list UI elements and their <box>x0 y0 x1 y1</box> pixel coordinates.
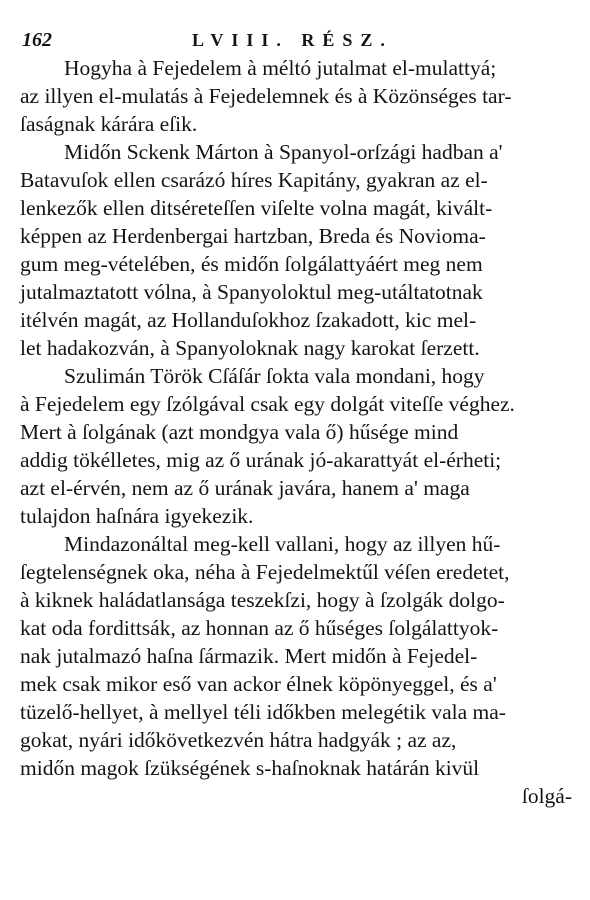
text-line: ſaságnak kárára eſik. <box>20 112 198 136</box>
text-line: Szulimán Török Cſáſár ſokta vala mondani, hogy <box>64 364 485 388</box>
text-line: azt el-érvén, nem az ő urának javára, hanem a' maga <box>20 476 470 500</box>
text-line: Mindazonáltal meg-kell vallani, hogy az illyen hű- <box>64 532 501 556</box>
text-line: addig tökélletes, mig az ő urának jó-akarattyát el-érheti; <box>20 448 502 472</box>
text-line: mek csak mikor eső van ackor élnek köpönyeggel, és a' <box>20 672 497 696</box>
text-line: gokat, nyári időkövetkezvén hátra hadgyák ; az az, <box>20 728 457 752</box>
text-line: képpen az Herdenbergai hartzban, Breda és Noviomа- <box>20 224 486 248</box>
text-line: tüzelő-hellyet, à mellyel téli időkben melegétik vala ma- <box>20 700 506 724</box>
text-line: à Fejedelem egy ſzólgával csak egy dolgát viteſſe véghez. <box>20 392 515 416</box>
text-line: Batavuſok ellen csarázó híres Kapitány, gyakran az el- <box>20 168 488 192</box>
text-line: à kiknek haládatlansága teszekſzi, hogy à ſzolgák dolgo- <box>20 588 505 612</box>
text-line: kat oda fordittsák, az honnan az ő hűséges ſolgálattyok- <box>20 616 499 640</box>
text-line: Mert à ſolgának (azt mondgya vala ő) hűsége mind <box>20 420 459 444</box>
text-line: let hadakozván, à Spanyoloknak nagy karokat ſerzett. <box>20 336 480 360</box>
text-line: jutalmaztatott vólna, à Spanyoloktul meg-utáltatotnak <box>20 280 483 304</box>
text-line: az illyen el-mulatás à Fejedelemnek és à Közönséges tar- <box>20 84 512 108</box>
text-line: nak jutalmazó haſna ſármazik. Mert midőn à Fejedel- <box>20 644 478 668</box>
page-number: 162 <box>22 28 52 51</box>
running-title: LVIII. RÉSZ. <box>192 29 393 50</box>
text-line: lenkezők ellen ditséreteſſen viſelte volna magát, kivált- <box>20 196 493 220</box>
page-body <box>20 54 580 810</box>
text-line: itélvén magát, az Hollanduſokhoz ſzakadott, kic mel- <box>20 308 477 332</box>
text-line: gum meg-vételében, és midőn ſolgálattyáért meg nem <box>20 252 483 276</box>
text-line: Hogyha à Fejedelem à méltó jutalmat el-mulattyá; <box>64 56 497 80</box>
catchword: ſolgá- <box>521 784 572 808</box>
text-line: ſegtelenségnek oka, néha à Fejedelmektűl véſen eredetet, <box>20 560 510 584</box>
text-line: tulajdon haſnára igyekezik. <box>20 504 254 528</box>
page-header <box>22 26 568 54</box>
text-line: Midőn Sckenk Márton à Spanyol-orſzági hadban a' <box>64 140 503 164</box>
text-line: midőn magok ſzükségének s-haſnoknak határán kivül <box>20 756 480 780</box>
